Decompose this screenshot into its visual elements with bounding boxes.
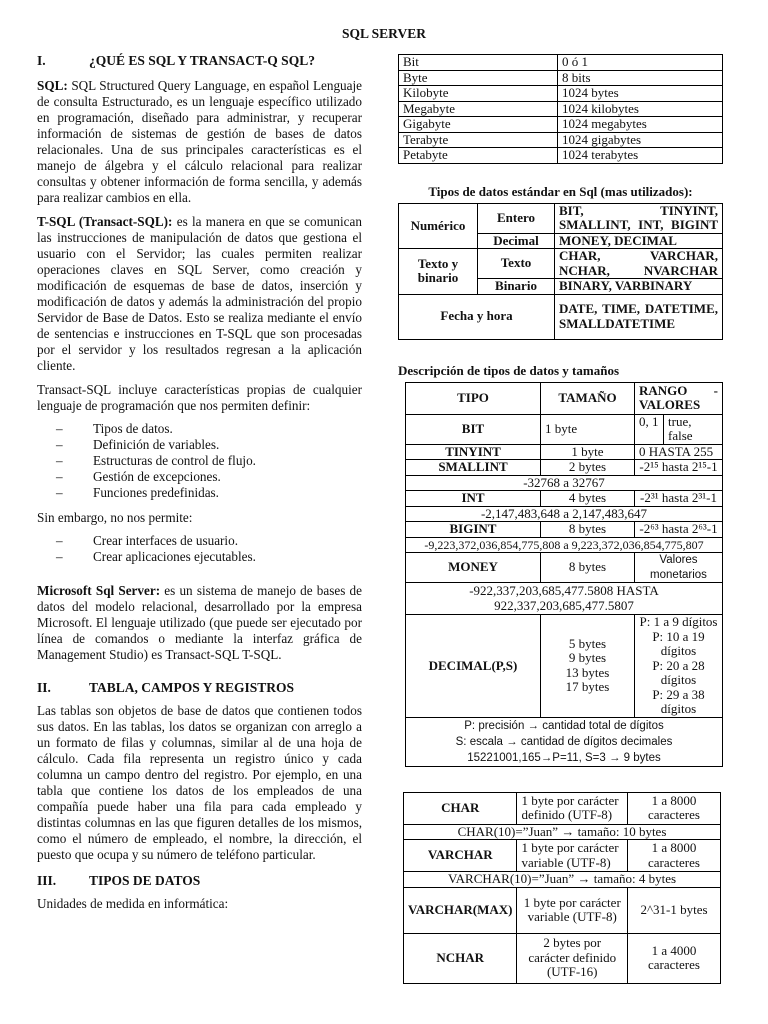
money-full-range: -922,337,203,685,477.5808 HASTA 922,337,203,685,477.5807	[406, 583, 723, 615]
subcat-entero: Entero	[478, 203, 555, 233]
subcat-binario: Binario	[478, 279, 555, 295]
smallint-full-range: -32768 a 32767	[406, 475, 723, 491]
not-allowed-list-item: – Crear interfaces de usuario.	[37, 533, 362, 549]
section-2-heading: II. TABLA, CAMPOS Y REGISTROS	[37, 680, 295, 695]
unit-name: Byte	[399, 70, 558, 86]
category-text-binary: Texto y binario	[399, 249, 478, 295]
unit-name: Bit	[399, 55, 558, 71]
includes-list-item: – Estructuras de control de flujo.	[37, 453, 362, 469]
nchar-desc: 2 bytes por carácter definido (UTF-16)	[517, 933, 628, 983]
int-size: 4 bytes	[541, 491, 635, 507]
header-rango: RANGO - VALORES	[635, 382, 723, 414]
bigint-full-range: -9,223,372,036,854,775,808 a 9,223,372,036,854,775,807	[406, 537, 723, 553]
units-row	[399, 148, 723, 164]
not-allowed-text: Sin embargo, no nos permite:	[37, 510, 193, 525]
varchar-max-range: 2^31-1 bytes	[628, 887, 721, 933]
unit-value: 1024 bytes	[558, 86, 723, 102]
unit-value: 1024 gigabytes	[558, 132, 723, 148]
not-allowed-list-item: – Crear aplicaciones ejecutables.	[37, 549, 362, 565]
unit-value: 0 ó 1	[558, 55, 723, 71]
decimal-note-example: 15221001,165→P=11, S=3 → 9 bytes	[467, 751, 661, 764]
int-full-range: -2,147,483,648 a 2,147,483,647	[406, 506, 723, 522]
type-smallint: SMALLINT	[406, 460, 541, 476]
type-tinyint: TINYINT	[406, 444, 541, 460]
money-range: Valores monetarios	[635, 553, 723, 583]
decimal-note-precision: P: precisión → cantidad total de dígitos	[464, 719, 664, 732]
bigint-range: -2⁶³ hasta 2⁶³-1	[635, 522, 723, 538]
type-int: INT	[406, 491, 541, 507]
includes-list-item: – Funciones predefinidas.	[37, 485, 362, 501]
unit-name: Terabyte	[399, 132, 558, 148]
datetime-types: DATE, TIME, DATETIME, SMALLDATETIME	[555, 294, 723, 339]
document-title: SQL SERVER	[342, 26, 426, 41]
tsql-includes-text: Transact-SQL incluye características propias de cualquier lenguaje de programación que nos permiten definir:	[37, 382, 362, 413]
type-bigint: BIGINT	[406, 522, 541, 538]
smallint-size: 2 bytes	[541, 460, 635, 476]
category-datetime: Fecha y hora	[399, 294, 555, 339]
includes-list-item: – Gestión de excepciones.	[37, 469, 362, 485]
unit-value: 1024 kilobytes	[558, 101, 723, 117]
type-char: CHAR	[404, 792, 517, 824]
tsql-includes-list	[37, 421, 362, 501]
decimal-range: P: 29 a 38 dígitos	[652, 686, 705, 716]
mssql-definition: Microsoft Sql Server: es un sistema de manejo de bases de datos del modelo relacional, desarrollado por la empresa Microsoft. El lenguaje utilizado (que puede ser ejecutado por línea de comandos o mediante la interfaz gráfica de Management Studio) es Transact-SQL T-SQL.	[37, 583, 362, 662]
bit-size: 1 byte	[541, 414, 635, 444]
category-numeric: Numérico	[399, 203, 478, 249]
varchar-example: VARCHAR(10)=”Juan” → tamaño: 4 bytes	[404, 872, 721, 888]
decimal-size: 9 bytes	[568, 650, 607, 666]
type-bit: BIT	[406, 414, 541, 444]
header-tipo: TIPO	[406, 382, 541, 414]
units-row	[399, 70, 723, 86]
char-table	[403, 792, 721, 984]
char-desc: 1 byte por carácter definido (UTF-8)	[517, 792, 628, 824]
std-types-table	[398, 203, 723, 340]
decimal-types: MONEY, DECIMAL	[555, 233, 723, 249]
left-column	[37, 52, 362, 912]
tables-text: Las tablas son objetos de base de datos que contienen todos sus datos. En las tablas, los datos se organizan con arreglo a un formato de filas y columnas, similar al de una hoja de cálculo. Cada fila representa un registro único y cada columna un campo dentro del registro. Por ejemplo, en una tabla que contiene los datos de los empleados de una compañía puede haber una fila para cada empleado y distintas columnas en las que figuren detalles de los mismos, como el número de empleado, el nombre, la dirección, el puesto que ocupa y su número de teléfono particular.	[37, 703, 362, 862]
decimal-range: P: 10 a 19 dígitos	[652, 628, 705, 658]
decimal-size: 5 bytes	[568, 635, 607, 651]
bit-values: 0, 1	[635, 414, 664, 444]
not-allowed-list	[37, 533, 362, 565]
sql-definition: SQL: SQL Structured Query Language, en español Lenguaje de consulta Estructurado, es un lenguaje específico utilizado en programación, diseñado para administrar, y recuperar información de sistemas de gestión de bases de datos relacionales. Una de sus principales características es el manejo de álgebra y el cálculo relacional para realizar consultas y obtener información de forma sencilla, y además para realizar cambios en ella.	[37, 78, 362, 205]
money-size: 8 bytes	[541, 553, 635, 583]
entero-types: BIT, TINYINT, SMALLINT, INT, BIGINT	[555, 203, 723, 233]
desc-caption: Descripción de tipos de datos y tamaños	[398, 362, 620, 378]
units-intro: Unidades de medida en informática:	[37, 896, 229, 911]
decimal-range: P: 1 a 9 dígitos	[639, 614, 718, 629]
type-money: MONEY	[406, 553, 541, 583]
includes-list-item: – Tipos de datos.	[37, 421, 362, 437]
smallint-range: -2¹⁵ hasta 2¹⁵-1	[635, 460, 723, 476]
varchar-desc: 1 byte por carácter variable (UTF-8)	[517, 840, 628, 872]
char-example: CHAR(10)=”Juan” → tamaño: 10 bytes	[404, 824, 721, 840]
units-row	[399, 86, 723, 102]
section-3-heading: III. TIPOS DE DATOS	[37, 873, 201, 888]
binario-types: BINARY, VARBINARY	[555, 279, 723, 295]
type-varchar-max: VARCHAR(MAX)	[404, 887, 517, 933]
unit-value: 1024 terabytes	[558, 148, 723, 164]
type-decimal: DECIMAL(P,S)	[406, 615, 541, 718]
unit-name: Megabyte	[399, 101, 558, 117]
unit-name: Petabyte	[399, 148, 558, 164]
std-types-caption: Tipos de datos estándar en Sql (mas utilizados):	[428, 183, 693, 199]
decimal-range: P: 20 a 28 dígitos	[652, 657, 705, 687]
units-row	[399, 101, 723, 117]
tinyint-size: 1 byte	[541, 444, 635, 460]
decimal-sizes	[541, 615, 635, 718]
nchar-range: 1 a 4000 caracteres	[628, 933, 721, 983]
subcat-decimal: Decimal	[478, 233, 555, 249]
char-range: 1 a 8000 caracteres	[628, 792, 721, 824]
includes-list-item: – Definición de variables.	[37, 437, 362, 453]
bigint-size: 8 bytes	[541, 522, 635, 538]
units-row	[399, 55, 723, 71]
decimal-size: 17 bytes	[565, 679, 610, 695]
varchar-max-desc: 1 byte por carácter variable (UTF-8)	[517, 887, 628, 933]
type-nchar: NCHAR	[404, 933, 517, 983]
desc-table	[405, 382, 723, 767]
header-tamano: TAMAÑO	[541, 382, 635, 414]
texto-types: CHAR, VARCHAR, NCHAR, NVARCHAR	[555, 249, 723, 279]
decimal-ranges	[635, 615, 723, 718]
varchar-range: 1 a 8000 caracteres	[628, 840, 721, 872]
unit-value: 1024 megabytes	[558, 117, 723, 133]
unit-name: Gigabyte	[399, 117, 558, 133]
units-table	[398, 54, 723, 164]
section-1-heading: I. ¿QUÉ ES SQL Y TRANSACT-Q SQL?	[37, 53, 315, 68]
type-varchar: VARCHAR	[404, 840, 517, 872]
decimal-size: 13 bytes	[565, 664, 610, 680]
unit-value: 8 bits	[558, 70, 723, 86]
units-row	[399, 132, 723, 148]
unit-name: Kilobyte	[399, 86, 558, 102]
units-row	[399, 117, 723, 133]
decimal-note-scale: S: escala → cantidad de dígitos decimales	[455, 735, 673, 748]
right-column	[398, 54, 723, 984]
bit-boolean: true, false	[664, 414, 723, 444]
tinyint-range: 0 HASTA 255	[635, 444, 723, 460]
int-range: -2³¹ hasta 2³¹-1	[635, 491, 723, 507]
subcat-texto: Texto	[478, 249, 555, 279]
tsql-definition: T-SQL (Transact-SQL): es la manera en que se comunican las instrucciones de manipulación de datos que gestiona el usuario con el Servidor; las cuales permiten realizar operaciones claves en SQL Server, como creación y modificación de esquemas de base de datos, inserción y modificación de datos y además la administración del propio Servidor de Base de Datos. Esto se realiza mediante el envío de sentencias e instrucciones en T-SQL que son procesadas por el servidor y los resultados regresan a la aplicación cliente.	[37, 214, 362, 373]
decimal-notes	[406, 717, 723, 766]
